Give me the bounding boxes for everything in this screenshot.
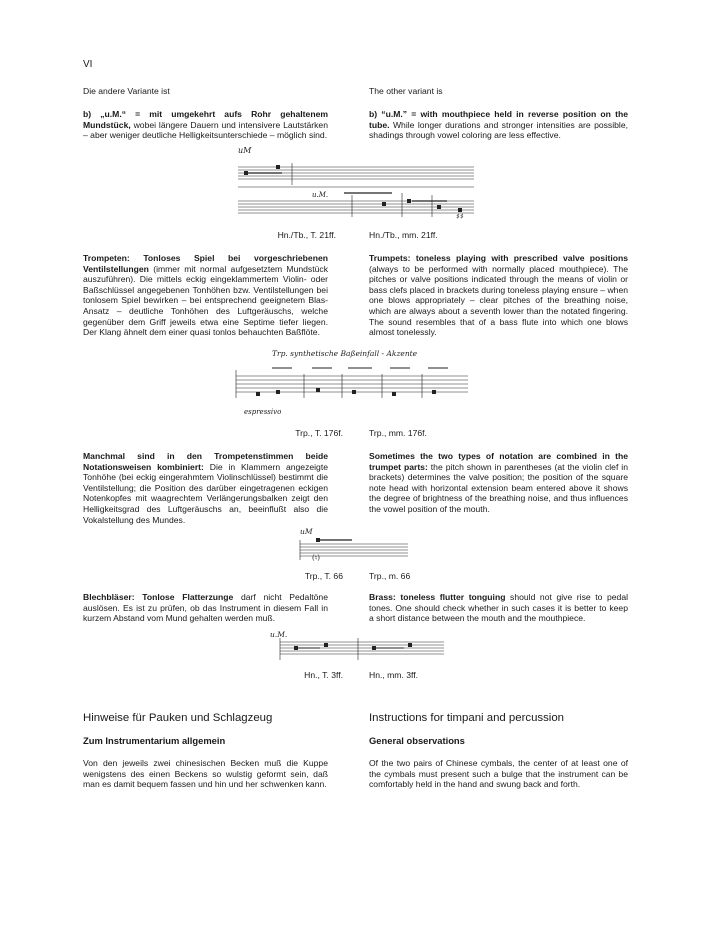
brass-de-text: darf nicht Pedaltöne auslösen. Es ist zu prüfen, ob das Instrument in diesem Fall in kurzem Abstand vom Mund gehalten werden muß. — [83, 592, 328, 624]
timpani-heading-de: Hinweise für Pauken und Schlagzeug — [83, 712, 273, 724]
timpani-heading-en: Instructions for timpani and percussion — [369, 712, 565, 724]
example-2-marking: Trp. synthetische Baßeinfall - Akzente — [272, 349, 418, 358]
music-example-2 — [232, 346, 477, 421]
svg-text:u.M.: u.M. — [312, 191, 329, 199]
section-b-de — [83, 109, 328, 141]
section-b-de-lead: b) „u.M.“ = mit umgekehrt aufs Rohr gehaltenem Mundstück, — [83, 109, 328, 130]
combined-en-lead: Sometimes the two types of notation are combined in the trumpet parts: — [369, 451, 628, 472]
section-b-en-lead: b) “u.M.” = with mouthpiece held in reverse position on the tube. — [369, 109, 628, 130]
timpani-subheading-en: General observations — [369, 735, 465, 746]
example-2-caption-de: Trp., T. 176f. — [295, 428, 343, 438]
combined-de-lead: Manchmal sind in den Trompetenstimmen beide Notationsweisen kombiniert: — [83, 451, 328, 472]
music-example-4 — [268, 628, 448, 668]
trumpets-de-text: (immer mit normal aufgesetztem Mundstück auszuführen). Die mittels eckig eingeklammertem Violin- oder Baßschlüssel angegebenen Tonhöhen bzw. Ventilstellungen bei tonlosem Spiel bewirken – bei entsprechend geeignetem Blas-Ansatz – deutliche Tonhöhen des Luftgeräuschs, welche gegenüber dem Griff jeweils etwa eine Septime tiefer liegen. Der Klang ähnelt dem einer quasi tonlos behauchten Baßflöte. — [83, 263, 328, 338]
example-2-caption-en: Trp., mm. 176f. — [369, 428, 427, 438]
brass-en — [369, 592, 628, 624]
trumpets-en — [369, 253, 628, 338]
example-2-dynamic: espressivo — [244, 408, 282, 416]
example-4-marking: u.M. — [270, 630, 288, 639]
example-3-caption-en: Trp., m. 66 — [369, 571, 411, 581]
example-4-caption-en: Hn., mm. 3ff. — [369, 670, 419, 680]
trumpets-de-lead: Trompeten: Tonloses Spiel bei vorgeschriebenen Ventilstellungen — [83, 253, 328, 274]
trumpets-en-text: (always to be performed with normally placed mouthpiece). The pitches or valve positions indicated through the means of violin or bass clefs placed in brackets during toneless playing ensure – when one blows appropriately – clear pitches of the breathing noise, which are always about a seventh lower than the notated fingering. The sound resembles that of a bass flute into which one blows almost tonelessly. — [369, 263, 628, 338]
music-example-3 — [296, 526, 416, 566]
combined-de-text: Die in Klammern angezeigte Tonhöhe (bei eckig eingerahmtem Violinschlüssel) bestimmt die Ventilstellung; die Position des darüber eingetragenen eckigen Notenkopfes mit waagrechtem Verlängerungsbalken zeigt den Helligkeitsgrad des Luftgeräuschs an, beeinflußt also die Vokalstellung des Mundes. — [83, 461, 328, 525]
combined-en — [369, 451, 628, 515]
page-number: VI — [83, 59, 93, 70]
brass-en-lead: Brass: toneless flutter tonguing — [369, 592, 506, 602]
trumpets-en-lead: Trumpets: toneless playing with prescribed valve positions — [369, 253, 628, 263]
timpani-de: Von den jeweils zwei chinesischen Becken muß die Kuppe wenigstens des einen Beckens so wulstig geformt sein, daß man es damit bequem fassen und hin und her schwenken kann. — [83, 758, 328, 790]
combined-en-text: the pitch shown in parentheses (at the violin clef in brackets) determines the valve position; the position of the square note head with horizontal extension beam entered above it shows the degree of brightness of the breathing noise, and thus influences the vowel position of the mouth. — [369, 461, 628, 514]
section-b-en-text: While longer durations and stronger intensities are possible, shadings through vowel coloring are less effective. — [369, 119, 628, 141]
example-1-caption-de: Hn./Tb., T. 21ff. — [277, 230, 336, 240]
brass-en-text: should not give rise to pedal tones. One should check whether in such cases it is better to keep a short distance between the mouth and the mouthpiece. — [369, 592, 629, 624]
intro-en: The other variant is — [369, 86, 443, 96]
svg-text:♯♯: ♯♯ — [456, 212, 464, 221]
example-1-marking: uM — [238, 146, 252, 155]
svg-text:(♮): (♮) — [312, 554, 320, 562]
example-3-caption-de: Trp., T. 66 — [304, 571, 343, 581]
section-b-de-text: wobei längere Dauern und intensivere Lautstärken – aber weniger deutliche Helligkeitsunterschiede – möglich sind. — [83, 119, 328, 141]
intro-de: Die andere Variante ist — [83, 86, 170, 96]
timpani-subheading-de: Zum Instrumentarium allgemein — [83, 735, 226, 746]
brass-de — [83, 592, 328, 624]
music-example-1 — [232, 145, 477, 225]
trumpets-de — [83, 253, 328, 338]
timpani-en: Of the two pairs of Chinese cymbals, the center of at least one of the cymbals must present such a bulge that the instrument can be comfortably held in the hand and swung back and forth. — [369, 758, 628, 790]
brass-de-lead: Blechbläser: Tonlose Flatterzunge — [83, 592, 234, 602]
section-b-en — [369, 109, 628, 141]
example-3-marking: uM — [300, 527, 313, 536]
combined-de — [83, 451, 328, 525]
example-1-caption-en: Hn./Tb., mm. 21ff. — [369, 230, 438, 240]
example-4-caption-de: Hn., T. 3ff. — [304, 670, 343, 680]
